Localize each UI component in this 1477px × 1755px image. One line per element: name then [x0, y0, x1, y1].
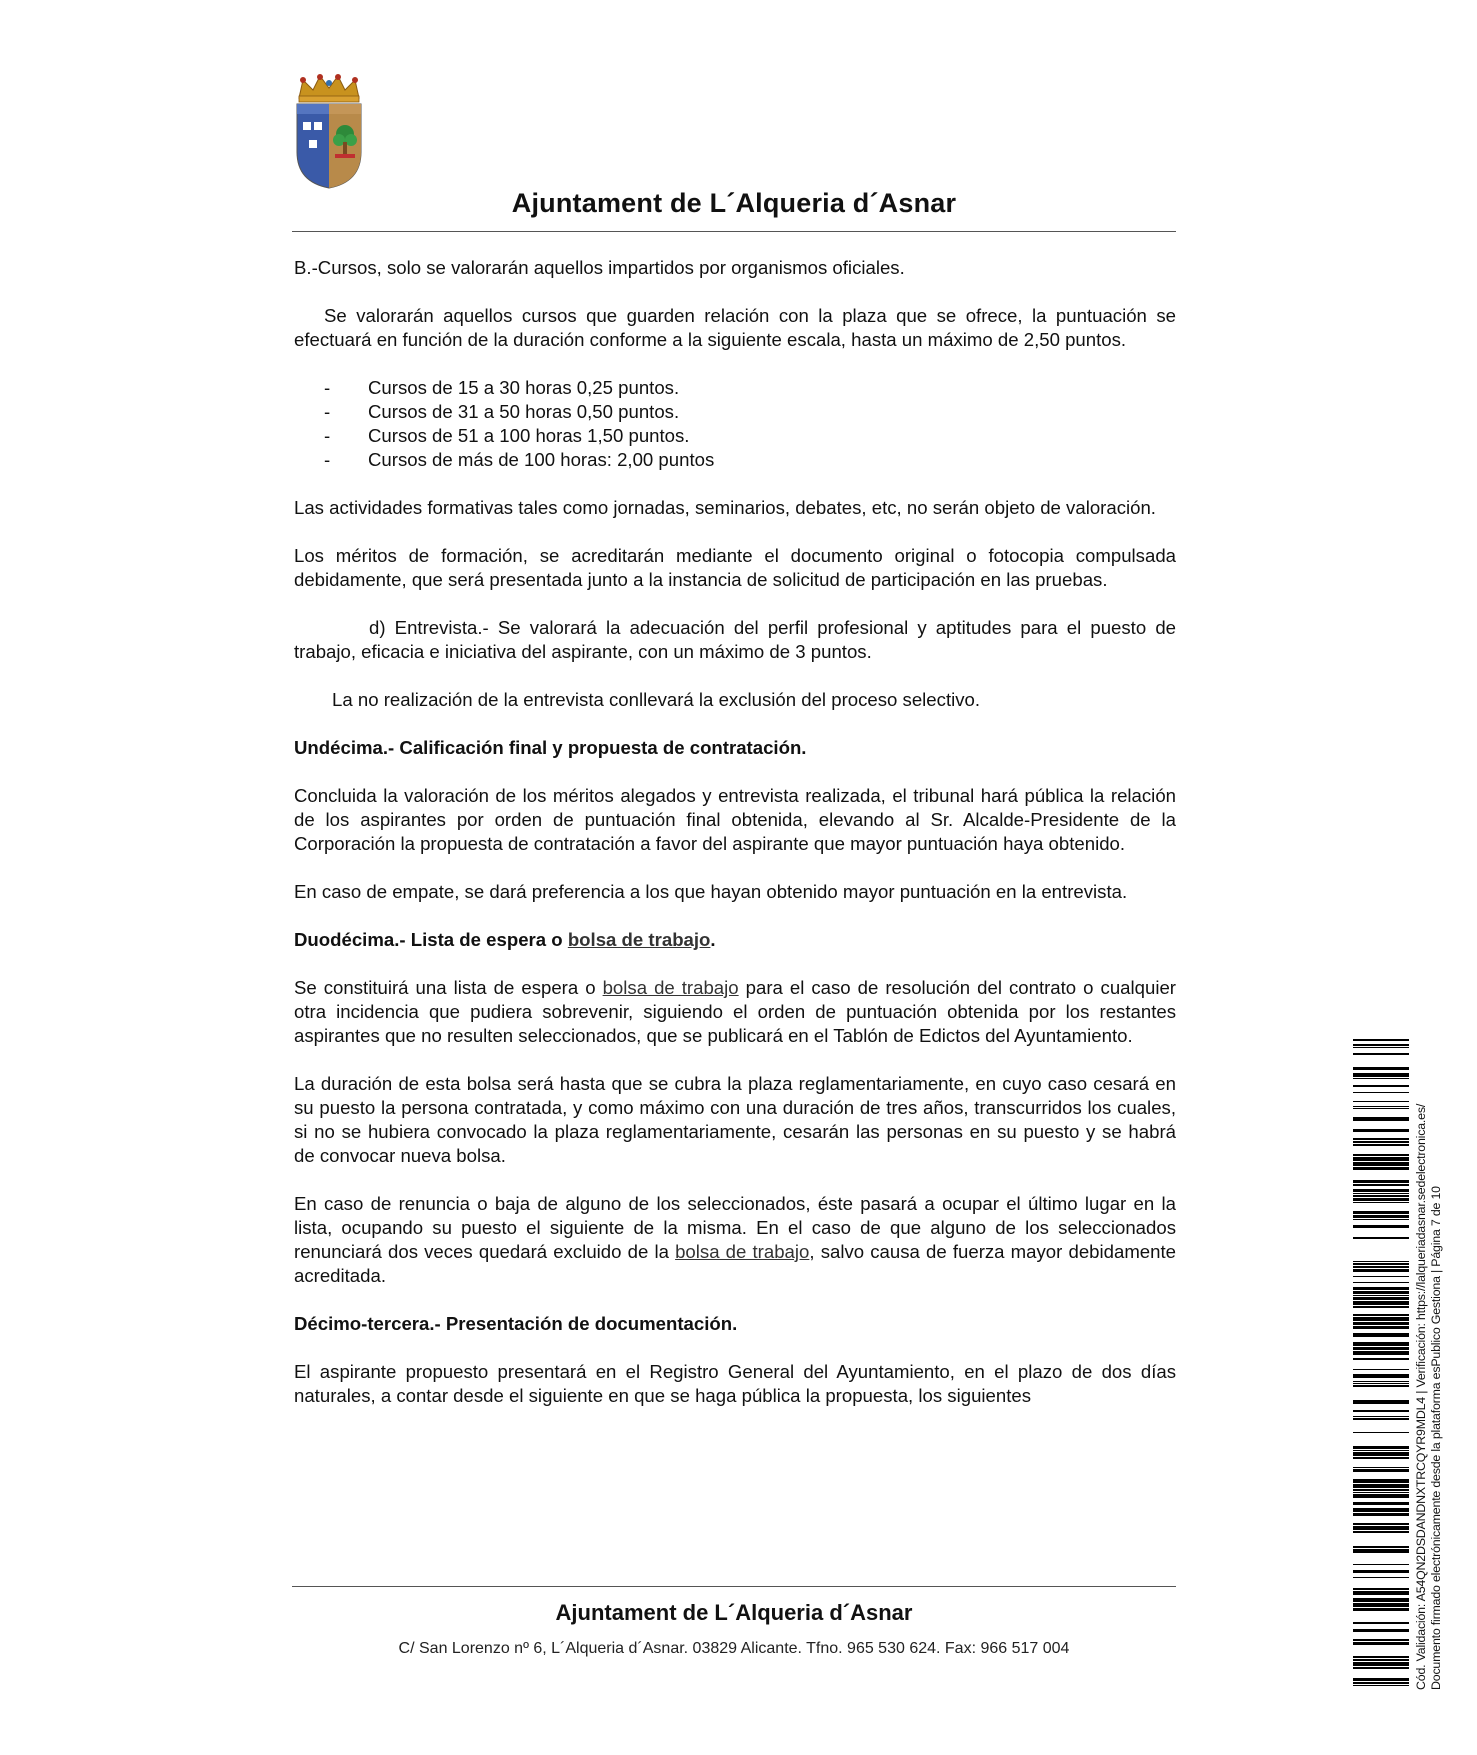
list-item: - Cursos de 51 a 100 horas 1,50 puntos.: [324, 425, 690, 446]
barcode-bar: [1353, 1282, 1409, 1283]
barcode-bar: [1353, 1342, 1409, 1346]
barcode-bar: [1353, 1642, 1409, 1645]
barcode-bar: [1353, 1416, 1409, 1417]
section-heading-duodecima: Duodécima.- Lista de espera o bolsa de trabajo.: [294, 929, 716, 950]
barcode-bar: [1353, 1369, 1409, 1370]
barcode-bar: [1353, 1446, 1409, 1449]
barcode-bar: [1353, 1452, 1409, 1456]
paragraph-lista-espera: Se constituirá una lista de espera o bolsa de trabajo para el caso de resolución del contrato o cualquier otra incidencia que pudiera sobrevenir, siguiendo el orden de puntuación obtenida por los restantes aspirantes que no resulten seleccionados, que se publicará en el Tablón de Edictos del Ayuntamiento.: [294, 977, 1176, 1046]
barcode-bar: [1353, 1276, 1409, 1277]
barcode-bar: [1353, 1157, 1409, 1161]
validation-code-line: Cód. Validación: A54QN2DSDANDNXTRCQYR9MDL4 | Verificación: https://lalqueriadasnar.sedelectronica.es/: [1414, 1103, 1428, 1690]
barcode-bar: [1353, 1513, 1409, 1516]
paragraph-meritos: Los méritos de formación, se acreditarán mediante el documento original o fotocopia compulsada debidamente, que será presentada junto a la instancia de solicitud de participación en las pruebas.: [294, 545, 1176, 590]
barcode-bar: [1353, 1564, 1409, 1565]
barcode-bar: [1353, 1073, 1409, 1077]
barcode-bar: [1353, 1347, 1409, 1350]
barcode-bar: [1353, 1588, 1409, 1590]
section-heading-decimotercera: Décimo-tercera.- Presentación de documentación.: [294, 1313, 738, 1334]
barcode-bar: [1353, 1106, 1409, 1107]
barcode-bar: [1353, 1184, 1409, 1186]
barcode-bar: [1353, 1685, 1409, 1686]
barcode-bar: [1353, 1039, 1409, 1041]
barcode-bar: [1353, 1215, 1409, 1218]
barcode-bar: [1353, 1629, 1409, 1632]
barcode-bar: [1353, 1085, 1409, 1087]
paragraph-renuncia: En caso de renuncia o baja de alguno de los seleccionados, éste pasará a ocupar el último lugar en la lista, ocupando su puesto el siguiente de la misma. En el caso de que alguno de los seleccionados renunciará dos veces quedará excluido de la bolsa de trabajo, salvo causa de fuerza mayor debidamente acreditada.: [294, 1193, 1176, 1286]
barcode-bar: [1353, 1608, 1409, 1611]
barcode-bar: [1353, 1502, 1409, 1505]
barcode-bar: [1353, 1053, 1409, 1055]
barcode-bar: [1353, 1117, 1409, 1121]
barcode-bar: [1353, 1333, 1409, 1337]
barcode-bar: [1353, 1237, 1409, 1239]
barcode-bar: [1353, 1479, 1409, 1483]
bolsa-de-trabajo-link[interactable]: bolsa de trabajo: [675, 1241, 810, 1262]
barcode-bar: [1353, 1287, 1409, 1290]
barcode-bar: [1353, 1622, 1409, 1624]
barcode-bar: [1353, 1385, 1409, 1387]
header-rule: [292, 231, 1176, 232]
barcode-bar: [1353, 1198, 1409, 1201]
barcode-bar: [1353, 1326, 1409, 1329]
barcode-bar: [1353, 1662, 1409, 1666]
barcode-bar: [1353, 1418, 1409, 1420]
barcode-bar: [1353, 1531, 1409, 1533]
barcode-bar: [1353, 1180, 1409, 1183]
barcode-bar: [1353, 1469, 1409, 1472]
signature-platform-line: Documento firmado electrónicamente desde la plataforma esPublico Gestiona | Página 7 de 10: [1428, 1186, 1443, 1690]
bolsa-de-trabajo-link[interactable]: bolsa de trabajo: [602, 977, 739, 998]
barcode-bar: [1353, 1141, 1409, 1143]
barcode-bar: [1353, 1432, 1409, 1433]
barcode-bar: [1353, 1154, 1409, 1156]
barcode-bar: [1353, 1092, 1409, 1093]
footer-rule: [292, 1586, 1176, 1587]
barcode-bar: [1353, 1381, 1409, 1382]
paragraph-cursos-escala: Se valorarán aquellos cursos que guarden relación con la plaza que se ofrece, la puntuación se efectuará en función de la duración conforme a la siguiente escala, hasta un máximo de 2,50 puntos.: [294, 305, 1176, 350]
barcode-bar: [1353, 1078, 1409, 1079]
list-item: - Cursos de 15 a 30 horas 0,25 puntos.: [324, 377, 680, 398]
barcode-bar: [1353, 1317, 1409, 1321]
barcode-bar: [1353, 1467, 1409, 1468]
barcode-bar: [1353, 1400, 1409, 1404]
barcode-bar: [1353, 1494, 1409, 1498]
barcode-bar: [1353, 1667, 1409, 1669]
paragraph-entrevista: d) Entrevista.- Se valorará la adecuación del perfil profesional y aptitudes para el puesto de trabajo, eficacia e iniciativa del aspirante, con un máximo de 3 puntos.: [294, 617, 1176, 662]
barcode-bar: [1353, 1549, 1409, 1553]
barcode-bar: [1353, 1484, 1409, 1488]
barcode-bar: [1353, 1167, 1409, 1170]
barcode-bar: [1353, 1591, 1409, 1595]
barcode-bar: [1353, 1678, 1409, 1681]
barcode-bar: [1353, 1129, 1409, 1132]
barcode-bar: [1353, 1189, 1409, 1192]
barcode-bar: [1353, 1101, 1409, 1102]
barcode-bar: [1353, 1297, 1409, 1300]
barcode-bar: [1353, 1598, 1409, 1602]
paragraph-duracion-bolsa: La duración de esta bolsa será hasta que se cubra la plaza reglamentariamente, en cuyo caso cesará en su puesto la persona contratada, y como máximo con una duración de tres años, transcurridos los cuales, si no se hubiera convocado la plaza reglamentariamente, cesarán las personas en su puesto y se habrá de convocar nueva bolsa.: [294, 1073, 1176, 1166]
barcode-bar: [1353, 1269, 1409, 1272]
paragraph-cursos-intro: B.-Cursos, solo se valorarán aquellos impartidos por organismos oficiales.: [294, 257, 905, 278]
barcode-bar: [1353, 1195, 1409, 1197]
barcode-bar: [1353, 1306, 1409, 1308]
barcode-bar: [1353, 1219, 1409, 1220]
barcode-bar: [1353, 1225, 1409, 1228]
barcode-bar: [1353, 1383, 1409, 1384]
section-heading-undecima: Undécima.- Calificación final y propuesta de contratación.: [294, 737, 807, 758]
paragraph-documentacion: El aspirante propuesto presentará en el Registro General del Ayuntamiento, en el plazo de dos días naturales, a contar desde el siguiente en que se haga pública la propuesta, los siguientes: [294, 1361, 1176, 1406]
paragraph-actividades: Las actividades formativas tales como jornadas, seminarios, debates, etc, no serán objeto de valoración.: [294, 497, 1156, 518]
barcode-bar: [1353, 1144, 1409, 1146]
barcode-bar: [1353, 1044, 1409, 1046]
barcode-bar: [1353, 1682, 1409, 1684]
barcode-bar: [1353, 1193, 1409, 1194]
barcode-bar: [1353, 1047, 1409, 1048]
document-body: [294, 256, 1176, 1408]
list-item: - Cursos de más de 100 horas: 2,00 puntos: [324, 449, 715, 470]
barcode-bar: [1353, 1266, 1409, 1268]
bolsa-de-trabajo-link[interactable]: bolsa de trabajo: [567, 929, 711, 950]
barcode-bar: [1353, 1301, 1409, 1305]
list-item: - Cursos de 31 a 50 horas 0,50 puntos.: [324, 401, 680, 422]
footer-title: Ajuntament de L´Alqueria d´Asnar: [555, 1600, 913, 1625]
barcode-bar: [1353, 1523, 1409, 1525]
barcode-bar: [1353, 1526, 1409, 1530]
barcode-bar: [1353, 1546, 1409, 1548]
barcode-bar: [1353, 1295, 1409, 1296]
barcode-bar: [1353, 1291, 1409, 1294]
barcode-bar: [1353, 1577, 1409, 1578]
barcode-bar: [1353, 1138, 1409, 1140]
courses-list: [294, 376, 1176, 472]
validation-barcode: [1353, 1039, 1409, 1689]
paragraph-calificacion: Concluida la valoración de los méritos alegados y entrevista realizada, el tribunal hará pública la relación de los aspirantes por orden de puntuación final obtenida, elevando al Sr. Alcalde-Presidente de la Corporación la propuesta de contratación a favor del aspirante que mayor puntuación haya obtenido.: [294, 785, 1176, 854]
barcode-bar: [1353, 1108, 1409, 1109]
barcode-bar: [1353, 1603, 1409, 1607]
paragraph-empate: En caso de empate, se dará preferencia a los que hayan obtenido mayor puntuación en la entrevista.: [294, 881, 1128, 902]
barcode-bar: [1353, 1358, 1409, 1360]
barcode-bar: [1353, 1162, 1409, 1166]
barcode-bar: [1353, 1263, 1409, 1265]
coat-of-arms-logo: [293, 74, 365, 190]
barcode-bar: [1353, 1457, 1409, 1459]
footer-address: C/ San Lorenzo nº 6, L´Alqueria d´Asnar. 03829 Alicante. Tfno. 965 530 624. Fax: 966 517 004: [398, 1640, 1070, 1657]
barcode-bar: [1353, 1322, 1409, 1325]
paragraph-exclusion: La no realización de la entrevista conllevará la exclusión del proceso selectivo.: [332, 689, 981, 710]
barcode-bar: [1353, 1202, 1409, 1203]
validation-side-text: [1414, 1104, 1443, 1690]
barcode-bar: [1353, 1410, 1409, 1412]
barcode-bar: [1353, 1374, 1409, 1378]
header-title: Ajuntament de L´Alqueria d´Asnar: [511, 188, 957, 218]
barcode-bar: [1353, 1492, 1409, 1493]
barcode-bar: [1353, 1659, 1409, 1661]
barcode-bar: [1353, 1639, 1409, 1641]
barcode-bar: [1353, 1508, 1409, 1512]
barcode-bar: [1353, 1067, 1409, 1070]
barcode-bar: [1353, 1261, 1409, 1262]
barcode-bar: [1353, 1450, 1409, 1451]
barcode-bar: [1353, 1570, 1409, 1573]
barcode-bar: [1353, 1211, 1409, 1214]
barcode-bar: [1353, 1314, 1409, 1316]
barcode-bar: [1353, 1656, 1409, 1658]
barcode-bar: [1353, 1351, 1409, 1355]
barcode-bar: [1353, 1489, 1409, 1491]
